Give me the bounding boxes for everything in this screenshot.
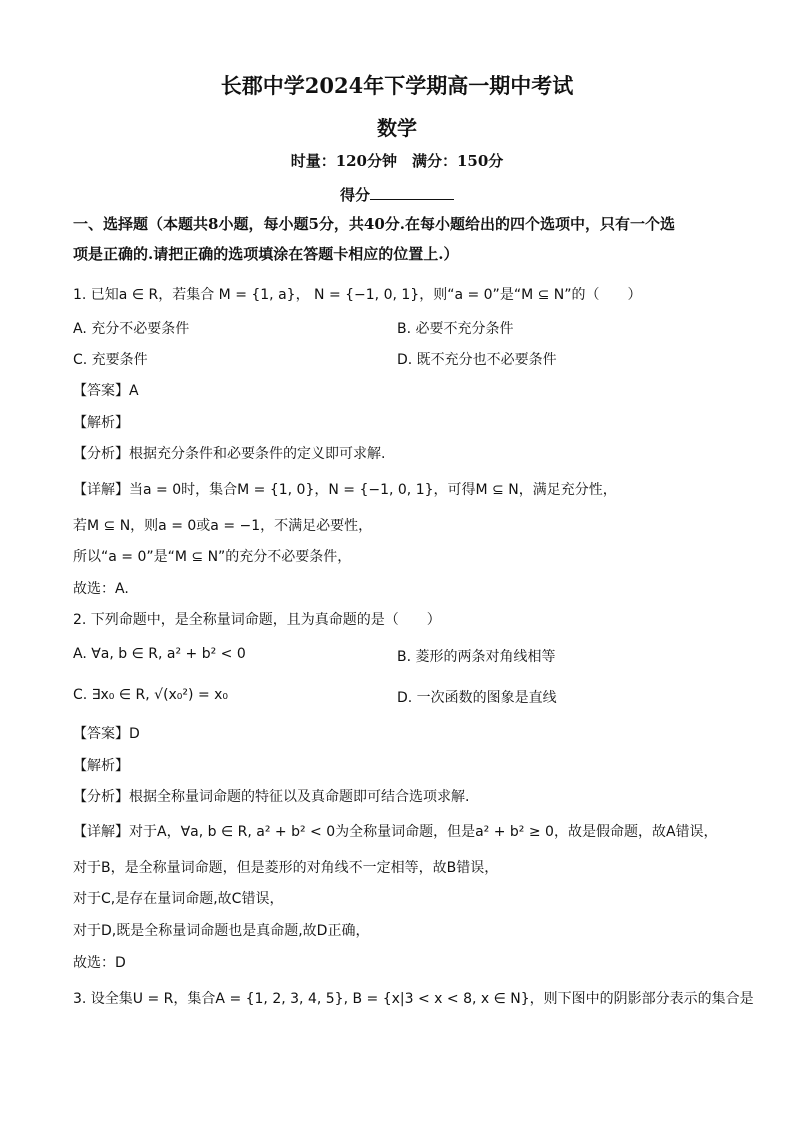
q1-option-d: D. 既不充分也不必要条件	[397, 352, 557, 368]
score-blank	[370, 185, 454, 200]
q2-option-a: A. ∀a, b ∈ R, a² + b² < 0	[73, 646, 246, 662]
q1-detail-1: 【详解】当a = 0时，集合M = {1, 0}，N = {−1, 0, 1}，可得M ⊆ N，满足充分性，	[73, 482, 617, 498]
q2-option-d: D. 一次函数的图象是直线	[397, 690, 557, 706]
section-heading-line2: 项是正确的.请把正确的选项填涂在答题卡相应的位置上.）	[73, 245, 459, 263]
q2-fenxi: 【分析】根据全称量词命题的特征以及真命题即可结合选项求解.	[73, 789, 470, 805]
subject-title: 数学	[377, 116, 417, 140]
q3-stem: 3. 设全集U = R，集合A = {1, 2, 3, 4, 5}, B = {x|3 < x < 8, x ∈ N}，则下图中的阴影部分表示的集合是	[73, 991, 754, 1007]
q1-answer: 【答案】A	[73, 383, 139, 399]
exam-title: 长郡中学2024年下学期高一期中考试	[220, 73, 574, 98]
section-heading-line1: 一、选择题（本题共8小题，每小题5分，共40分.在每小题给出的四个选项中，只有一个选	[73, 215, 675, 233]
q2-detail-2: 对于B，是全称量词命题，但是菱形的对角线不一定相等，故B错误，	[73, 860, 499, 876]
score-line	[0, 184, 794, 205]
q2-detail-3: 对于C,是存在量词命题,故C错误，	[73, 891, 284, 907]
q2-stem: 2. 下列命题中，是全称量词命题，且为真命题的是（ ）	[73, 612, 441, 628]
q2-answer: 【答案】D	[73, 726, 140, 742]
q1-option-a: A. 充分不必要条件	[73, 321, 190, 337]
q1-option-b: B. 必要不充分条件	[397, 321, 514, 337]
q1-choose: 故选：A.	[73, 581, 129, 597]
q1-analysis-label: 【解析】	[73, 415, 129, 431]
q2-detail-4: 对于D,既是全称量词命题也是真命题,故D正确，	[73, 923, 370, 939]
q1-stem: 1. 已知a ∈ R，若集合 M = {1, a}， N = {−1, 0, 1}，则“a = 0”是“M ⊆ N”的（ ）	[73, 287, 642, 303]
q1-detail-3: 所以“a = 0”是“M ⊆ N”的充分不必要条件，	[73, 549, 352, 565]
q2-analysis-label: 【解析】	[73, 758, 129, 774]
q2-detail-1: 【详解】对于A，∀a, b ∈ R, a² + b² < 0为全称量词命题，但是a² + b² ≥ 0，故是假命题，故A错误，	[73, 824, 718, 840]
q2-choose: 故选：D	[73, 955, 126, 971]
score-label: 得分	[339, 186, 370, 204]
q2-option-b: B. 菱形的两条对角线相等	[397, 649, 556, 665]
q1-detail-2: 若M ⊆ N，则a = 0或a = −1，不满足必要性，	[73, 518, 373, 534]
q2-option-c: C. ∃x₀ ∈ R, √(x₀²) = x₀	[73, 687, 229, 703]
q1-option-c: C. 充要条件	[73, 352, 148, 368]
exam-meta: 时量：120分钟 满分：150分	[290, 152, 504, 170]
q1-fenxi: 【分析】根据充分条件和必要条件的定义即可求解.	[73, 446, 386, 462]
